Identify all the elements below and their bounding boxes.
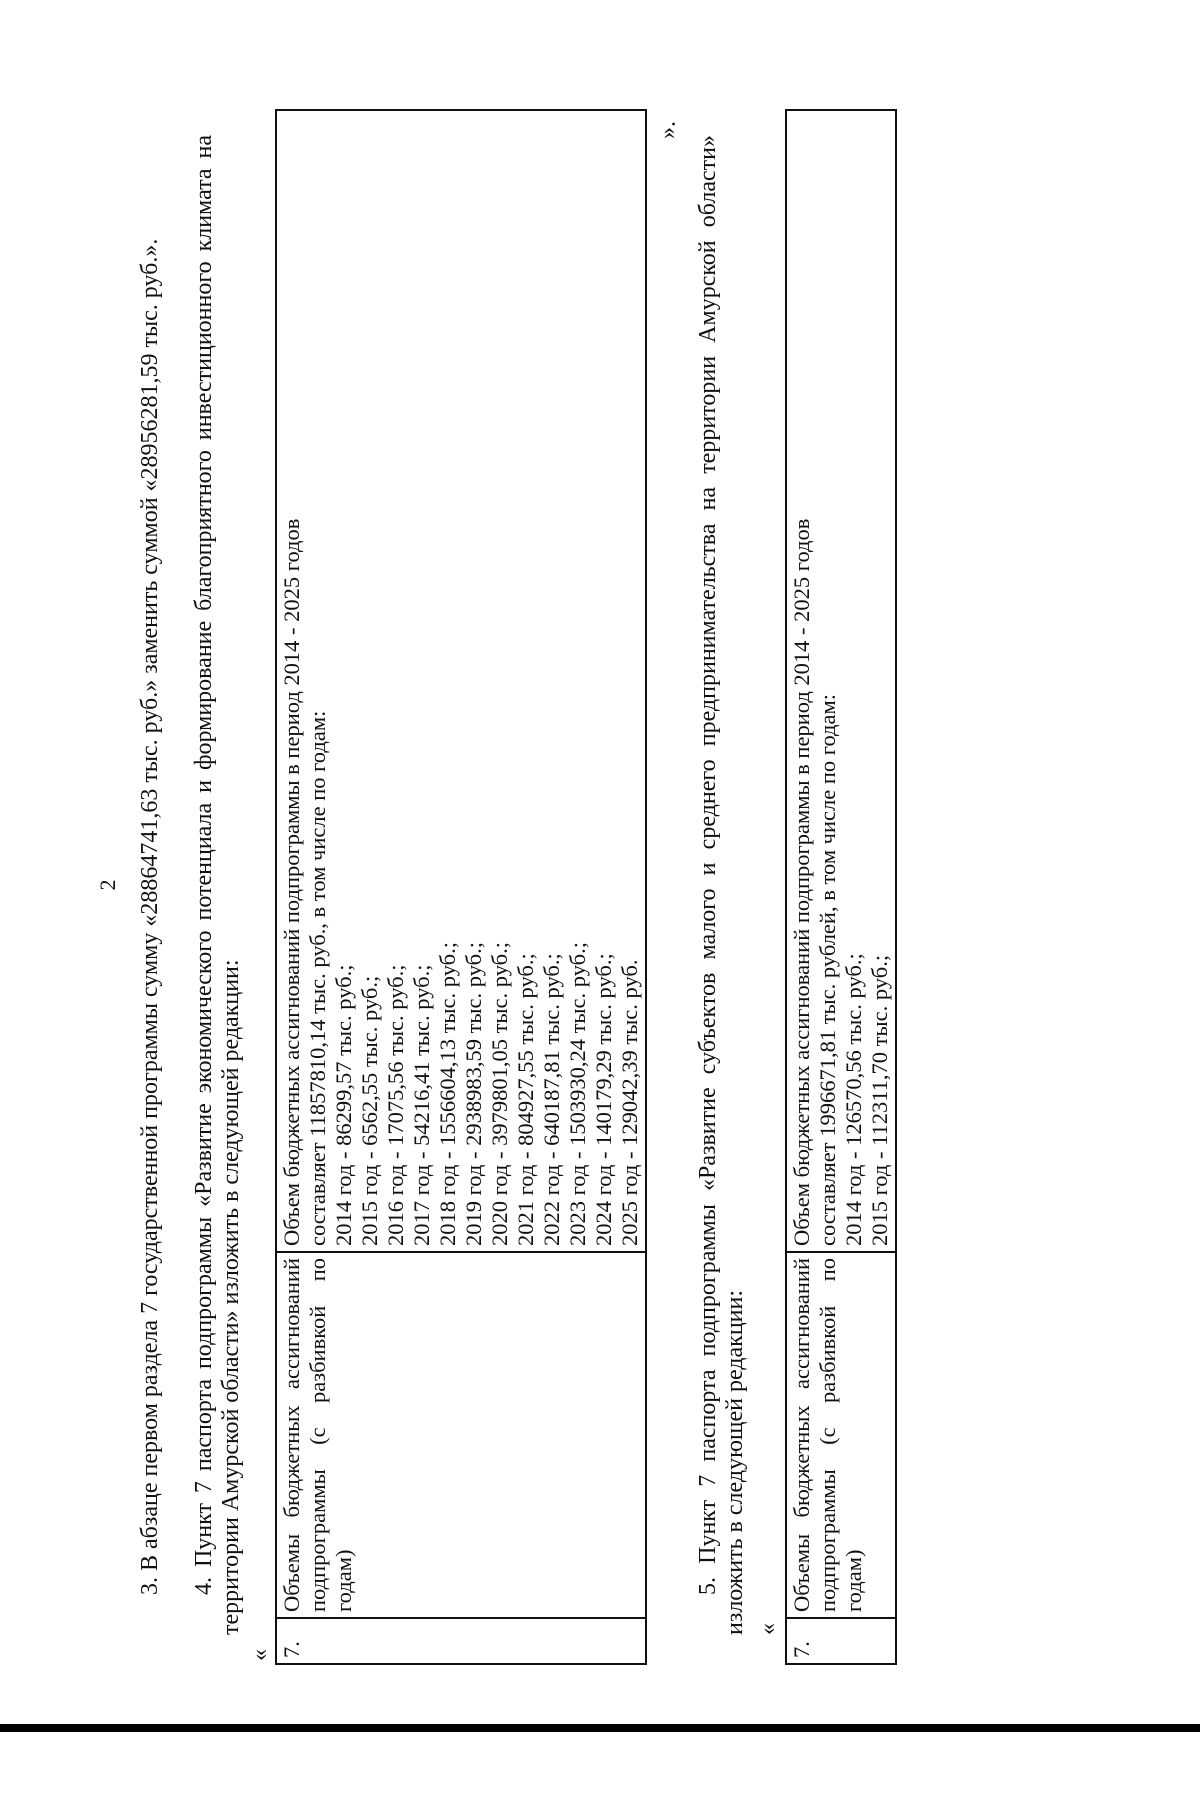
- rotated-page: [95, 105, 1105, 1665]
- value-line: составляет 11857810,14 тыс. руб., в том числе по годам:: [305, 710, 330, 1246]
- value-line: 2016 год - 17075,56 тыс. руб.;: [383, 964, 408, 1246]
- value-line: 2014 год - 126570,56 тыс. руб.;: [841, 953, 866, 1246]
- passport-table-1: [275, 109, 647, 1665]
- row-value: [786, 110, 896, 1252]
- paragraph-3: 3. В абзаце первом раздела 7 государственной программы сумму «28864741,63 тыс. руб.» заменить суммой «28956281,59 тыс. руб.».: [137, 238, 163, 1595]
- value-line: 2023 год - 1503930,24 тыс. руб.;: [565, 941, 590, 1246]
- value-line: Объем бюджетных ассигнований подпрограммы в период 2014 - 2025 годов: [789, 518, 814, 1246]
- paragraph-4: 4. Пункт 7 паспорта подпрограммы «Развитие экономического потенциала и формирование благоприятного инвестиционного климата на территории Амурской области» изложить в следующей редакции:: [191, 135, 244, 1635]
- open-quote-1: «: [247, 1649, 273, 1661]
- value-line: 2024 год - 140179,29 тыс. руб.;: [591, 953, 616, 1246]
- value-line: 2014 год - 86299,57 тыс. руб.;: [331, 964, 356, 1246]
- scan-edge-bar: [0, 1724, 1200, 1732]
- value-line: 2020 год - 3979801,05 тыс. руб.;: [487, 941, 512, 1246]
- value-line: 2018 год - 1556604,13 тыс. руб.;: [435, 941, 460, 1246]
- value-line: 2021 год - 804927,55 тыс. руб.;: [513, 953, 538, 1246]
- value-line: 2017 год - 54216,41 тыс. руб.;: [409, 964, 434, 1246]
- row-name: Объемы бюджетных ассигнований подпрограммы (с разбивкой по годам): [786, 1252, 896, 1618]
- paragraph-5: 5. Пункт 7 паспорта подпрограммы «Развитие субъектов малого и среднего предпринимательства на территории Амурской области» изложить в следующей редакции:: [695, 135, 748, 1635]
- value-line: Объем бюджетных ассигнований подпрограммы в период 2014 - 2025 годов: [279, 518, 304, 1246]
- value-line: 2015 год - 6562,55 тыс. руб.;: [357, 975, 382, 1246]
- close-quote-1: ».: [655, 121, 681, 139]
- row-name: Объемы бюджетных ассигнований подпрограммы (с разбивкой по годам): [276, 1252, 646, 1618]
- passport-table-2: [785, 109, 897, 1665]
- value-line: 2015 год - 112311,70 тыс. руб.;: [867, 954, 892, 1246]
- row-value: [276, 110, 646, 1252]
- value-line: 2019 год - 2938983,59 тыс. руб.;: [461, 941, 486, 1246]
- row-number: 7.: [276, 1618, 646, 1664]
- page-number: 2: [95, 879, 120, 891]
- value-line: 2022 год - 640187,81 тыс. руб.;: [539, 953, 564, 1246]
- value-line: составляет 1996671,81 тыс. рублей, в том числе по годам:: [815, 694, 840, 1246]
- value-line: 2025 год - 129042,39 тыс. руб.: [617, 959, 642, 1246]
- row-number: 7.: [786, 1618, 896, 1664]
- open-quote-2: «: [755, 1623, 781, 1635]
